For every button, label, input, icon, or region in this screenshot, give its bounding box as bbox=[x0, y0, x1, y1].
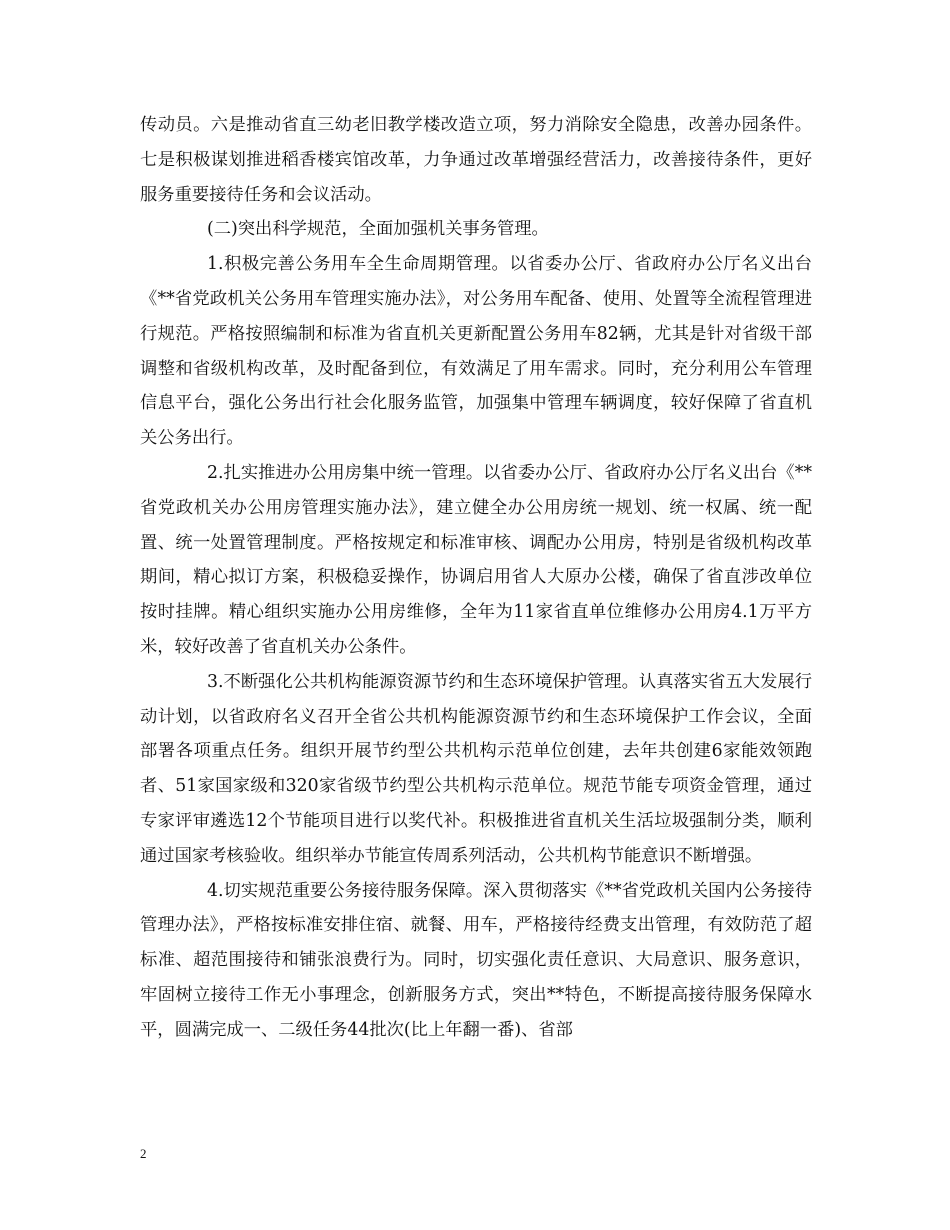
document-body bbox=[140, 108, 812, 1048]
paragraph-official-reception: 4.切实规范重要公务接待服务保障。深入贯彻落实《**省党政机关国内公务接待管理办法》，严格按标准安排住宿、就餐、用车，严格接待经费支出管理，有效防范了超标准、超范围接待和铺张浪费行为。同时，切实强化责任意识、大局意识、服务意识，牢固树立接待工作无小事理念，创新服务方式，突出**特色，不断提高接待服务保障水平，圆满完成一、二级任务44批次(比上年翻一番)、省部 bbox=[140, 880, 812, 1040]
paragraph-office-space-management: 2.扎实推进办公用房集中统一管理。以省委办公厅、省政府办公厅名义出台《**省党政机关办公用房管理实施办法》，建立健全办公用房统一规划、统一权属、统一配置、统一处置管理制度。严格按规定和标准审核、调配办公用房，特别是省级机构改革期间，精心拟订方案，积极稳妥操作，协调启用省人大原办公楼，确保了省直涉改单位按时挂牌。精心组织实施办公用房维修，全年为11家省直单位维修办公用房4.1万平方米，较好改善了省直机关办公条件。 bbox=[140, 462, 812, 657]
paragraph-continuation: 传动员。六是推动省直三幼老旧教学楼改造立项，努力消除安全隐患，改善办园条件。七是积极谋划推进稻香楼宾馆改革，力争通过改革增强经营活力，改善接待条件，更好服务重要接待任务和会议活动。 bbox=[140, 115, 812, 205]
section-heading: (二)突出科学规范，全面加强机关事务管理。 bbox=[207, 219, 549, 240]
paragraph-energy-conservation: 3.不断强化公共机构能源资源节约和生态环境保护管理。认真落实省五大发展行动计划，以省政府名义召开全省公共机构能源资源节约和生态环境保护工作会议，全面部署各项重点任务。组织开展节约型公共机构示范单位创建，去年共创建6家能效领跑者、51家国家级和320家省级节约型公共机构示范单位。规范节能专项资金管理，通过专家评审遴选12个节能项目进行以奖代补。积极推进省直机关生活垃圾强制分类，顺利通过国家考核验收。组织举办节能宣传周系列活动，公共机构节能意识不断增强。 bbox=[140, 671, 812, 866]
paragraph-vehicle-management: 1.积极完善公务用车全生命周期管理。以省委办公厅、省政府办公厅名义出台《**省党政机关公务用车管理实施办法》，对公务用车配备、使用、处置等全流程管理进行规范。严格按照编制和标准为省直机关更新配置公务用车82辆，尤其是针对省级干部调整和省级机构改革，及时配备到位，有效满足了用车需求。同时，充分利用公车管理信息平台，强化公务出行社会化服务监管，加强集中管理车辆调度，较好保障了省直机关公务出行。 bbox=[140, 254, 812, 449]
page-number: 2 bbox=[140, 1146, 147, 1161]
